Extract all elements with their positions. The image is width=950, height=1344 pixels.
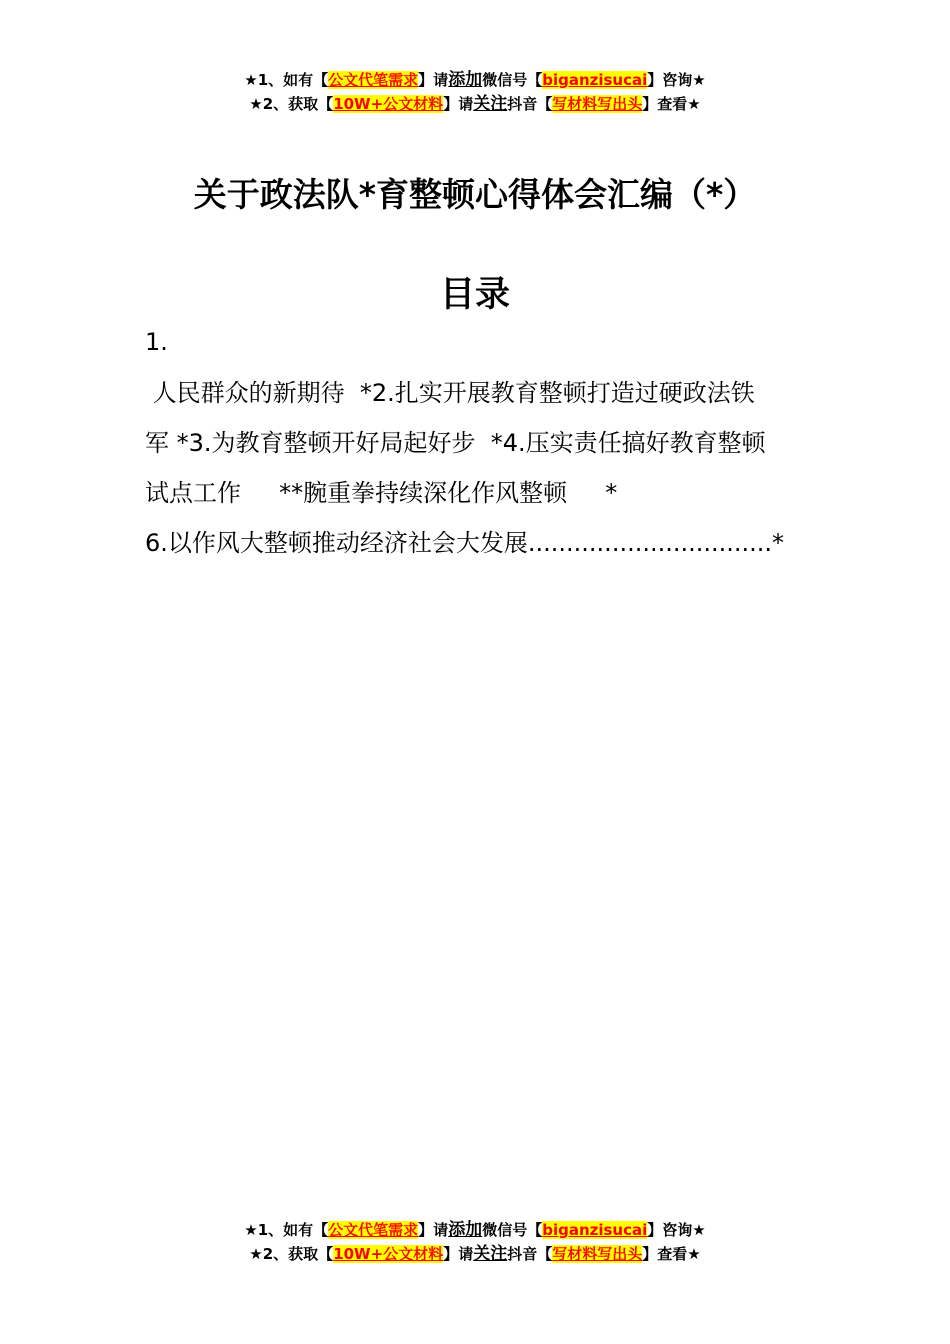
ad-text: 】请 xyxy=(418,71,449,89)
ad-text: ★2、获取【 xyxy=(249,95,334,113)
ad-text: ★1、如有【 xyxy=(244,1221,329,1239)
toc-heading: 目录 xyxy=(439,275,510,315)
ad-text: 抖音【 xyxy=(507,95,553,113)
ad-highlight: 公文代笔需求 xyxy=(328,1221,419,1239)
ad-text: 】咨询★ xyxy=(647,71,706,89)
toc-line: 军 *3.为教育整顿开好局起好步 *4.压实责任搞好教育整顿 xyxy=(145,429,766,457)
ad-emphasis: 添加 xyxy=(448,70,483,90)
ad-highlight: biganzisucai xyxy=(542,1221,648,1239)
bottom-ad-banner xyxy=(0,1218,950,1266)
ad-line-2 xyxy=(0,92,950,116)
ad-text: 】查看★ xyxy=(642,1245,701,1263)
ad-text: 微信号【 xyxy=(482,1221,543,1239)
ad-text: 】请 xyxy=(418,1221,449,1239)
ad-line-1 xyxy=(0,1218,950,1242)
ad-line-2 xyxy=(0,1242,950,1266)
top-ad-banner xyxy=(0,68,950,116)
ad-text: ★1、如有【 xyxy=(244,71,329,89)
toc-line: 人民群众的新期待 *2.扎实开展教育整顿打造过硬政法铁 xyxy=(145,379,755,407)
ad-text: 】查看★ xyxy=(642,95,701,113)
ad-text: 】请 xyxy=(443,95,474,113)
toc-line: 试点工作 **腕重拳持续深化作风整顿 * xyxy=(145,479,618,507)
ad-highlight: 公文代笔需求 xyxy=(328,71,419,89)
ad-line-1 xyxy=(0,68,950,92)
ad-text: 】请 xyxy=(443,1245,474,1263)
ad-emphasis: 添加 xyxy=(448,1220,483,1240)
toc-line: 6.以作风大整顿推动经济社会大发展................................* xyxy=(145,529,785,557)
document-title: 关于政法队*育整顿心得体会汇编（*） xyxy=(193,175,757,214)
ad-emphasis: 关注 xyxy=(473,94,508,114)
ad-highlight: 10W+公文材料 xyxy=(333,95,444,113)
toc-line: 1. xyxy=(145,328,168,356)
ad-highlight: 写材料写出头 xyxy=(552,95,643,113)
ad-highlight: 10W+公文材料 xyxy=(333,1245,444,1263)
ad-text: 】咨询★ xyxy=(647,1221,706,1239)
ad-text: 微信号【 xyxy=(482,71,543,89)
ad-text: 抖音【 xyxy=(507,1245,553,1263)
ad-highlight: biganzisucai xyxy=(542,71,648,89)
ad-emphasis: 关注 xyxy=(473,1244,508,1264)
ad-text: ★2、获取【 xyxy=(249,1245,334,1263)
ad-highlight: 写材料写出头 xyxy=(552,1245,643,1263)
